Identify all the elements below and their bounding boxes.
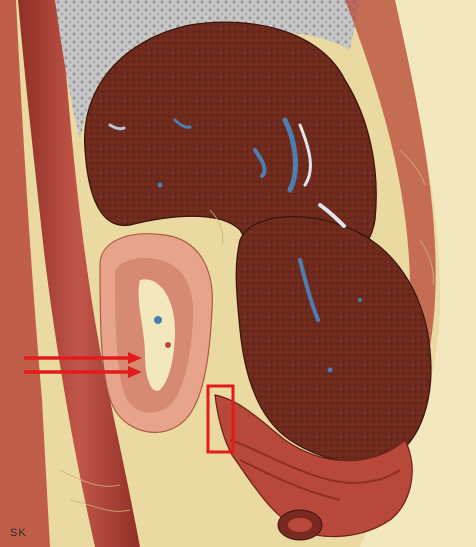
artist-signature: SK	[10, 527, 27, 539]
small-bowel-lumen	[288, 518, 312, 532]
renal-vessel	[165, 342, 171, 348]
renal-vessel	[154, 316, 162, 324]
